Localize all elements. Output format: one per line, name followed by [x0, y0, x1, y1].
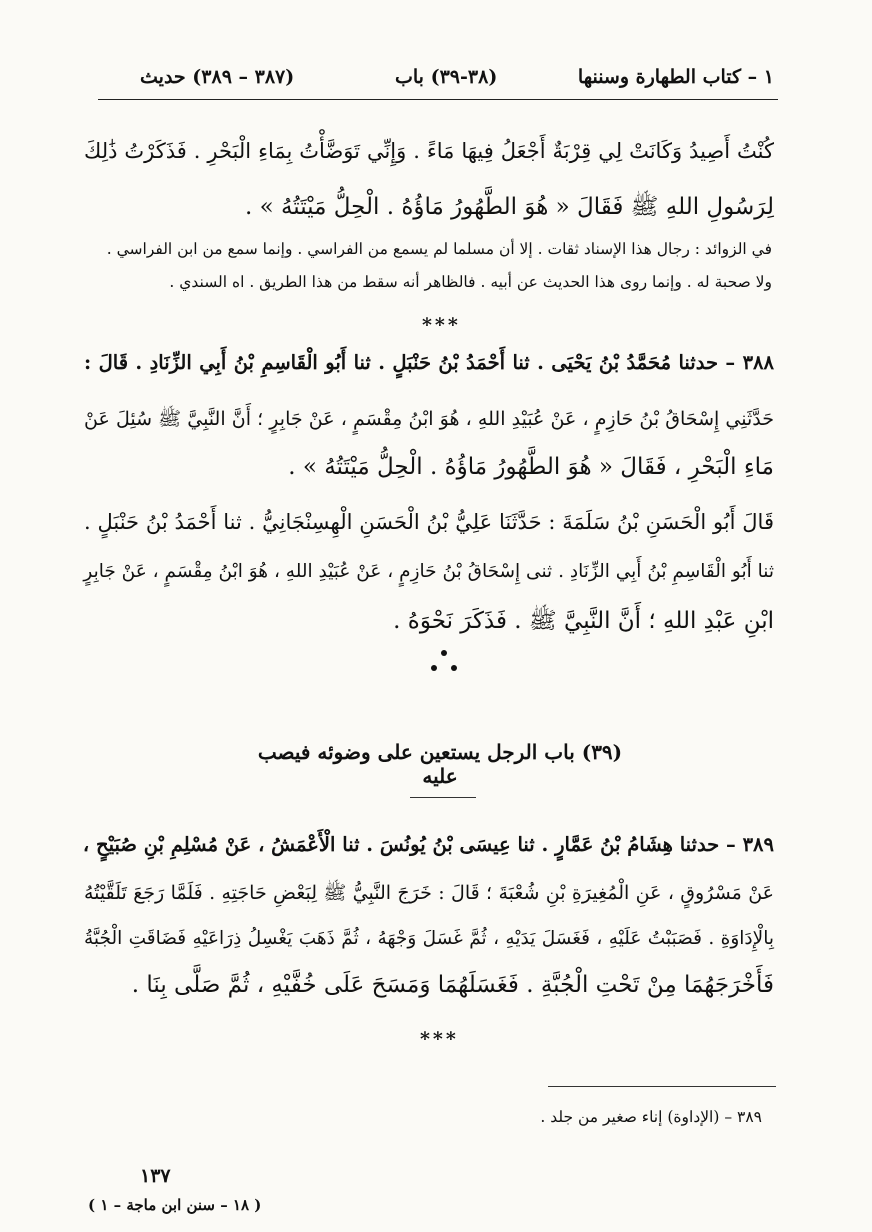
footnote-rule: [548, 1086, 776, 1087]
hadith-388-line: ٣٨٨ – حدثنا مُحَمَّدُ بْنُ يَحْيَى . ثنا أَحْمَدُ بْنُ حَنْبَلٍ . ثنا أَبُو الْقَاسِمِ بْنُ أَبِي الزِّنَادِ . قَالَ :: [84, 351, 774, 374]
running-header: [100, 66, 774, 96]
three-dots-icon: [426, 648, 462, 676]
hadith-388b-line: ابْنِ عَبْدِ اللهِ ؛ أَنَّ النَّبِيَّ ﷺ . فَذَكَرَ نَحْوَهُ .: [393, 608, 774, 634]
title-underline: [410, 797, 476, 798]
hadith-389-line: عَنْ مَسْرُوقٍ ، عَنِ الْمُغِيرَةِ بْنِ شُعْبَةَ ؛ قَالَ : خَرَجَ النَّبِيُّ ﷺ لِبَعْضِ حَاجَتِهِ . فَلَمَّا رَجَعَ تَلَقَّيْتُهُ: [84, 882, 774, 904]
ornament-dots: [426, 648, 462, 676]
text-line: كُنْتُ أَصِيدُ وَكَانَتْ لِي قِرْبَةٌ أَجْعَلُ فِيهَا مَاءً . وَإِنِّي تَوَضَّأْتُ بِمَاءِ الْبَحْرِ . فَذَكَرْتُ ذَٰلِكَ: [84, 139, 774, 163]
footnote: ٣٨٩ – (الإداوة) إناء صغير من جلد .: [540, 1108, 762, 1126]
note-line: ولا صحبة له . وإنما روى هذا الحديث عن أبيه . فالظاهر أنه سقط من هذا الطريق . اه السندي .: [169, 273, 772, 291]
signature-mark: ( ١٨ – سنن ابن ماجة – ١ ): [88, 1196, 262, 1214]
separator-stars: ***: [420, 1028, 459, 1050]
header-hadith-range: (٣٨٧ – ٣٨٩) حديث: [140, 66, 295, 88]
header-book-title: ١ – كتاب الطهارة وسننها: [577, 66, 774, 88]
page-number: ١٣٧: [140, 1165, 171, 1187]
text-line: لِرَسُولِ اللهِ ﷺ فَقَالَ « هُوَ الطَّهُورُ مَاؤُهُ . الْحِلُّ مَيْتَتُهُ » .: [244, 194, 774, 220]
hadith-389-line: بِالْإِدَاوَةِ . فَصَبَبْتُ عَلَيْهِ ، فَغَسَلَ يَدَيْهِ ، ثُمَّ غَسَلَ وَجْهَهُ ، ثُمَّ ذَهَبَ يَغْسِلُ ذِرَاعَيْهِ فَضَاقَتِ الْجُبَّةُ: [84, 928, 774, 949]
hadith-389-line: فَأَخْرَجَهُمَا مِنْ تَحْتِ الْجُبَّةِ . فَغَسَلَهُمَا وَمَسَحَ عَلَى خُفَّيْهِ ، ثُمَّ صَلَّى بِنَا .: [131, 972, 774, 998]
hadith-388b-line: ثنا أَبُو الْقَاسِمِ بْنُ أَبِي الزِّنَادِ . ثنى إِسْحَاقُ بْنُ حَازِمٍ ، عَنْ عُبَيْدِ اللهِ ، هُوَ ابْنُ مِقْسَمٍ ، عَنْ جَابِرٍ: [83, 561, 774, 582]
hadith-388-line: حَدَّثَنِي إِسْحَاقُ بْنُ حَازِمٍ ، عَنْ عُبَيْدِ اللهِ ، هُوَ ابْنُ مِقْسَمٍ ، عَنْ جَابِرٍ ؛ أَنَّ النَّبِيَّ ﷺ سُئِلَ عَنْ: [84, 408, 774, 430]
hadith-388b-line: قَالَ أَبُو الْحَسَنِ بْنُ سَلَمَةَ : حَدَّثَنَا عَلِيُّ بْنُ الْحَسَنِ الْهِسِنْجَانِيُّ . ثنا أَحْمَدُ بْنُ حَنْبَلٍ .: [84, 510, 774, 534]
header-rule: [98, 99, 778, 100]
header-bab-range: (٣٨-٣٩) باب: [395, 66, 498, 88]
bab-39-title: (٣٩) باب الرجل يستعين على وضوئه فيصب عليه: [257, 740, 623, 788]
hadith-388-line: مَاءِ الْبَحْرِ ، فَقَالَ « هُوَ الطَّهُورُ مَاؤُهُ . الْحِلُّ مَيْتَتُهُ » .: [288, 454, 774, 480]
note-line: في الزوائد : رجال هذا الإسناد ثقات . إلا أن مسلما لم يسمع من الفراسي . وإنما سمع من ابن الفراسي .: [106, 240, 772, 258]
hadith-389-line: ٣٨٩ – حدثنا هِشَامُ بْنُ عَمَّارٍ . ثنا عِيسَى بْنُ يُونُسَ . ثنا الْأَعْمَشُ ، عَنْ مُسْلِمِ بْنِ صُبَيْحٍ ،: [82, 833, 774, 856]
separator-stars: ***: [422, 314, 461, 336]
